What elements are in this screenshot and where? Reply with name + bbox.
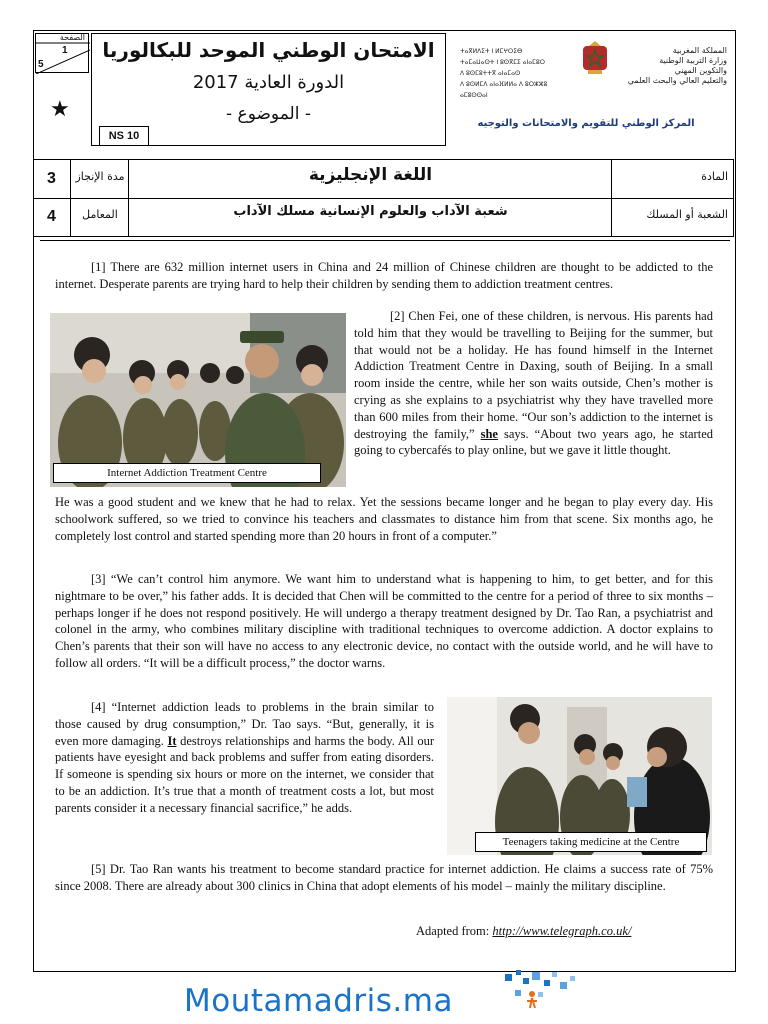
- paragraph-text: [5] Dr. Tao Ran wants his treatment to become standard practice for internet addiction. He claims a success rate of 75% since 2008. There are already about 300 clinics in China that adopt elements of his model – mainly the military discipline.: [55, 862, 713, 893]
- paragraph-text: He was a good student and we knew that he had to relax. Yet the sessions became longer and he began to play every day. His schoolwork suffered, so we tried to convince his teachers and classmates to distance him from that scene. Six months ago, he completely lost control and started spending more than 20 hours in front of a computer.”: [55, 495, 713, 543]
- source-label: Adapted from:: [416, 924, 493, 938]
- paragraph-3: [55, 571, 713, 672]
- tifinagh-line: ⵜⴰⵎⴰⵡⴰⵙⵜ ⵏ ⵓⵙⴳⵎⵉ ⴰⵏⴰⵎⵓⵔ: [460, 59, 546, 66]
- moroccan-crest-logo: [580, 40, 610, 76]
- paragraph-text: [3] “We can’t control him anymore. We want him to understand what is happening to him, to get better, and for this nightmare to be over,” his father adds. It is decided that Chen will be committed to the centre for a period of three to six months – perhaps longer if he does not respond positively. He will undergo a therapy treatment designed by Dr. Tao Ran, a psychiatrist and colonel in the army, who combines military discipline with traditional techniques to overcome addiction. A doctor explains to Chen’s parents that their son will have no access to any electronic device, no contact with the outside world, and he will have to follow all orders. “It will be a difficult process,” the doctor warns.: [55, 572, 713, 670]
- ministry-tifinagh: [460, 46, 570, 101]
- source-link[interactable]: http://www.telegraph.co.uk/: [492, 924, 632, 938]
- tifinagh-line: ⵜⴰⴳⵍⴷⵉⵜ ⵏ ⵍⵎⵖⵔⵉⴱ: [460, 48, 523, 55]
- subject-label: المادة: [701, 170, 728, 183]
- page-total: 5: [38, 59, 44, 70]
- exam-title: الامتحان الوطني الموحد للبكالوريا: [102, 38, 435, 62]
- reference-it: It: [167, 733, 177, 748]
- photo-2-caption: Teenagers taking medicine at the Centre: [475, 832, 707, 852]
- paragraph-4: [55, 699, 434, 817]
- paragraph-1: [55, 259, 713, 293]
- tifinagh-line: ⴷ ⵓⵙⵍⵎⴷ ⴰⵏⴰⴼⵍⵍⴰ ⴷ ⵓⵔⵣⵣⵓ ⴰⵎⵓⵙⵙⴰⵏ: [460, 81, 548, 99]
- page-current: 1: [62, 45, 68, 56]
- exam-code: NS 10: [99, 126, 149, 146]
- paragraph-text: [354, 308, 713, 459]
- paragraph-text: [55, 699, 434, 817]
- star-icon: ★: [50, 96, 70, 121]
- photo-illustration: [50, 313, 346, 487]
- paragraph-2-text: [2] Chen Fei, one of these children, is nervous. His parents had told him that they would be travelling to Beijing for the summer, but that would not be a holiday. He has found himself in the Internet Addiction Treatment Centre in Daxing, south of Beijing. In a small room inside the centre, while her son waits outside, Chen’s mother is crying as she explains to a psychiatrist why they have travelled more than 600 miles from their home. “Our son’s addiction to the internet is destroying the family,”: [354, 309, 713, 441]
- coefficient-label: المعامل: [82, 208, 118, 221]
- source-line: [416, 924, 631, 939]
- subject-table: [33, 159, 734, 237]
- page-label: الصفحة: [59, 33, 85, 42]
- page-number-box: [35, 33, 89, 73]
- ministry-line: والتعليم العالي والبحث العلمي: [627, 76, 727, 85]
- paragraph-4-text: [4] “Internet addiction leads to problems in the brain similar to those caused by drug consumption,” Dr. Tao says. “But, generally, it is even more damaging.: [55, 700, 434, 748]
- ministry-arabic: [615, 46, 727, 86]
- header-rule: [40, 240, 730, 241]
- treatment-centre-photo: [50, 313, 346, 487]
- reference-she: she: [480, 426, 498, 441]
- ministry-line: المملكة المغربية: [672, 46, 727, 55]
- subject-value: اللغة الإنجليزية: [308, 165, 433, 185]
- exam-subject-word: - الموضوع -: [226, 104, 311, 124]
- coefficient-value: 4: [47, 208, 56, 225]
- paragraph-5: [55, 861, 713, 895]
- pixel-logo-icon: [420, 968, 590, 1024]
- duration-value: 3: [47, 170, 56, 187]
- evaluation-center: المركز الوطني للتقويم والامتحانات والتوجيه: [477, 118, 695, 129]
- paragraph-text: [1] There are 632 million internet users in China and 24 million of Chinese children are thought to be addicted to the internet. Desperate parents are trying hard to help their children by sending them to addiction treatment centres.: [55, 260, 713, 291]
- stream-label: الشعبة أو المسلك: [646, 208, 728, 221]
- photo-1-caption: Internet Addiction Treatment Centre: [53, 463, 321, 483]
- stream-value: شعبة الآداب والعلوم الإنسانية مسلك الآداب: [233, 204, 508, 219]
- paragraph-4-continued: destroys relationships and harms the body. All our patients have eyesight and back problems and suffer from eating disorders. If someone is spending six hours or more on the internet, we consider that to be an addiction. It’s true that a month of treatment costs a lot, but most parents consider it a necessary financial sacrifice,” he adds.: [55, 733, 434, 815]
- teenagers-medicine-photo: [447, 697, 712, 855]
- ministry-line: والتكوين المهني: [674, 66, 727, 75]
- brand-logo-text: Moutamadris.ma: [184, 983, 453, 1019]
- paragraph-2: [354, 308, 713, 459]
- duration-label: مدة الإنجاز: [75, 170, 125, 183]
- ministry-line: وزارة التربية الوطنية: [659, 56, 727, 65]
- tifinagh-line: ⴷ ⵓⵙⵎⵓⵜⵜⴳ ⴰⵏⴰⵎⴰⵙ: [460, 70, 521, 77]
- paragraph-2-continued: says. “About two years ago, he started going to cybercafés to play online, but we gave it little thought.: [354, 426, 713, 458]
- paragraph-2-continued-block: [55, 494, 713, 544]
- exam-session: الدورة العادية 2017: [192, 72, 345, 93]
